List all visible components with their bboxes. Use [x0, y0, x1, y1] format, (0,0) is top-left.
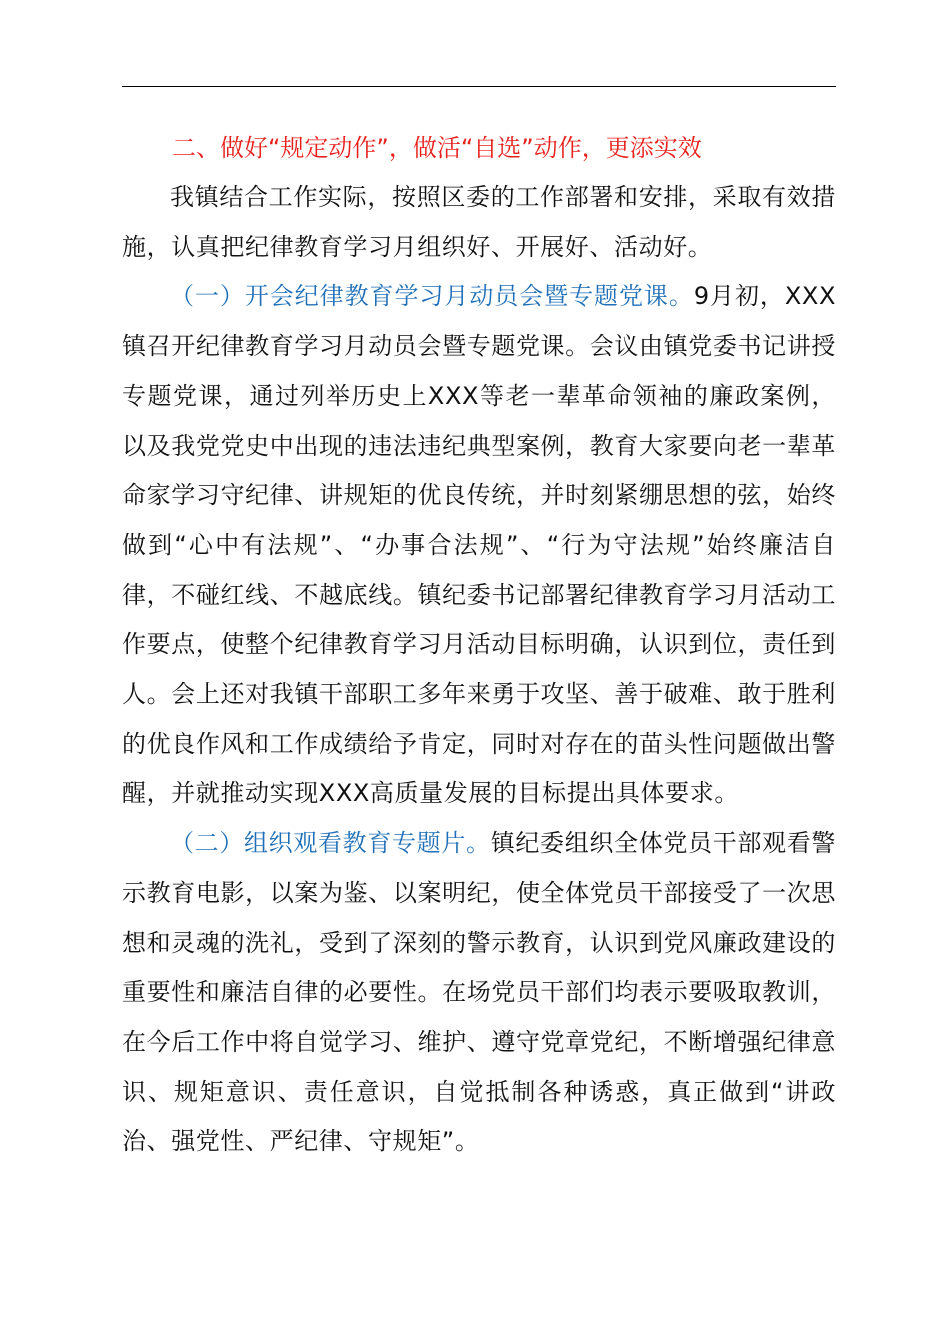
intro-paragraph: 我镇结合工作实际，按照区委的工作部署和安排，采取有效措施，认真把纪律教育学习月组织好、开展好、活动好。	[122, 183, 836, 261]
item-title-1: （一）开会纪律教育学习月动员会暨专题党课。	[170, 282, 694, 311]
item-paragraph-2	[122, 819, 836, 1167]
document-body	[122, 123, 836, 1167]
item-body-2: 镇纪委组织全体党员干部观看警示教育电影，以案为鉴、以案明纪，使全体党员干部接受了一次思想和灵魂的洗礼，受到了深刻的警示教育，认识到党风廉政建设的重要性和廉洁自律的必要性。在场党员干部们均表示要吸取教训，在今后工作中将自觉学习、维护、遵守党章党纪，不断增强纪律意识、规矩意识、责任意识，自觉抵制各种诱惑，真正做到“讲政治、强党性、严纪律、守规矩”。	[122, 829, 836, 1156]
item-paragraph-1	[122, 272, 836, 819]
item-body-1: 9月初，XXX镇召开纪律教育学习月动员会暨专题党课。会议由镇党委书记讲授专题党课，通过列举历史上XXX等老一辈革命领袖的廉政案例，以及我党党史中出现的违法违纪典型案例，教育大家要向老一辈革命家学习守纪律、讲规矩的优良传统，并时刻紧绷思想的弦，始终做到“心中有法规”、“办事合法规”、“行为守法规”始终廉洁自律，不碰红线、不越底线。镇纪委书记部署纪律教育学习月活动工作要点，使整个纪律教育学习月活动目标明确，认识到位，责任到人。会上还对我镇干部职工多年来勇于攻坚、善于破难、敢于胜利的优良作风和工作成绩给予肯定，同时对存在的苗头性问题做出警醒，并就推动实现XXX高质量发展的目标提出具体要求。	[122, 282, 836, 808]
item-title-2: （二）组织观看教育专题片。	[170, 829, 491, 858]
section-heading: 二、做好“规定动作”，做活“自选”动作，更添实效	[172, 134, 702, 162]
header-rule	[122, 86, 836, 87]
